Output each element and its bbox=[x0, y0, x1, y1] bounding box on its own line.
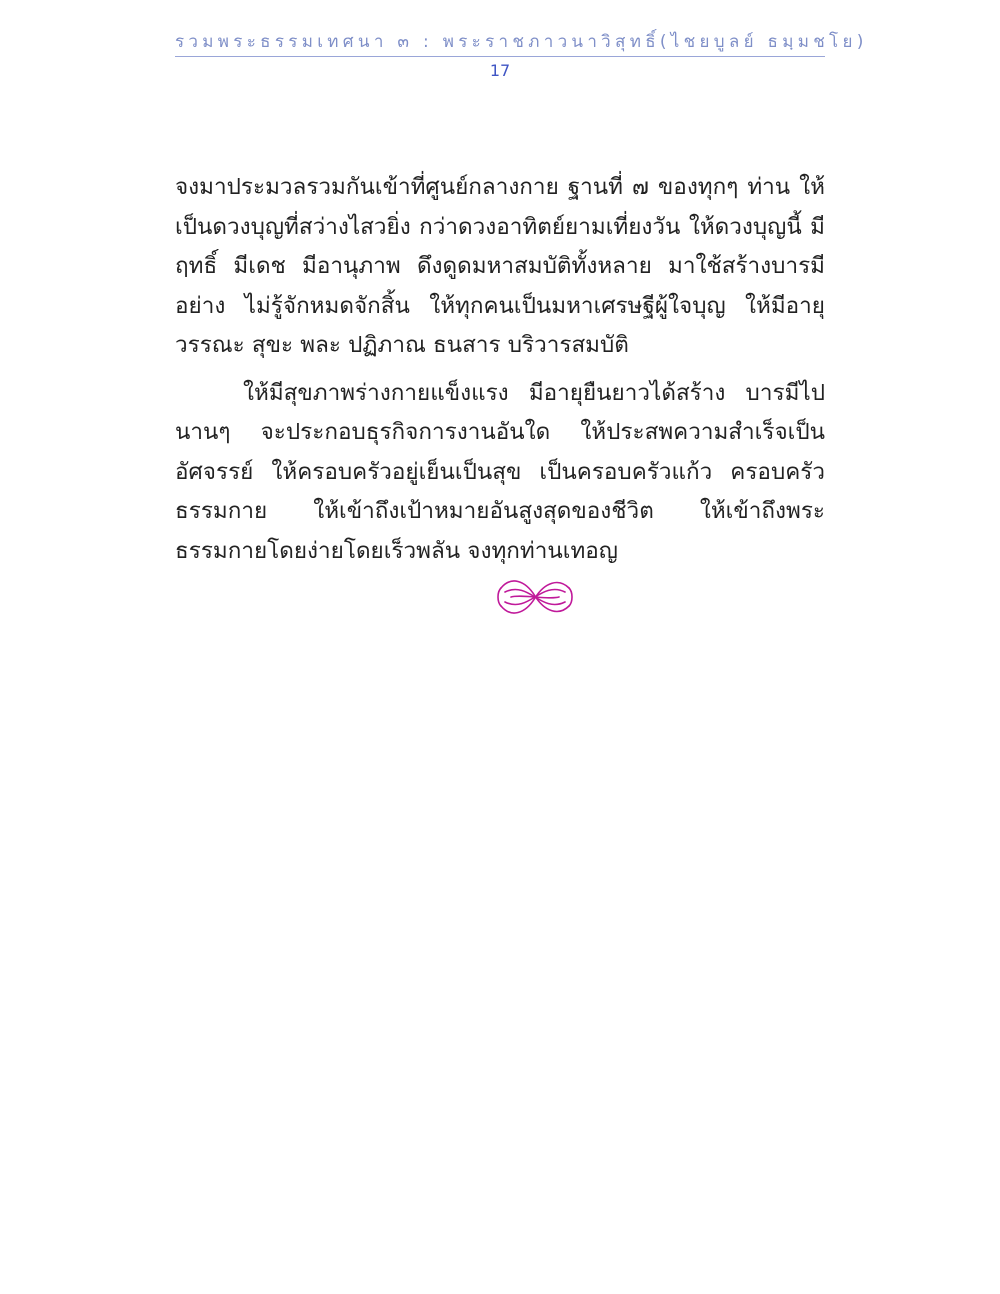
body-text bbox=[175, 168, 825, 571]
flourish-icon bbox=[495, 572, 575, 622]
running-header: รวมพระธรรมเทศนา ๓ : พระราชภาวนาวิสุทธิ์(ไชยบูลย์ ธมฺมชโย) bbox=[175, 32, 868, 52]
page-number: 17 bbox=[489, 61, 511, 80]
header-divider bbox=[175, 56, 825, 57]
paragraph-1: จงมาประมวลรวมกันเข้าที่ศูนย์กลางกาย ฐานที่ ๗ ของทุกๆ ท่าน ให้เป็นดวงบุญที่สว่างไสวยิ่ง กว่าดวงอาทิตย์ยามเที่ยงวัน ให้ดวงบุญนี้ มีฤทธิ์ มีเดช มีอานุภาพ ดึงดูดมหาสมบัติทั้งหลาย มาใช้สร้างบารมีอย่าง ไม่รู้จักหมดจักสิ้น ให้ทุกคนเป็นมหาเศรษฐีผู้ใจบุญ ให้มีอายุ วรรณะ สุขะ พละ ปฏิภาณ ธนสาร บริวารสมบัติ bbox=[175, 174, 825, 358]
paragraph-2: ให้มีสุขภาพร่างกายแข็งแรง มีอายุยืนยาวได้สร้าง บารมีไปนานๆ จะประกอบธุรกิจการงานอันใด ให้ประสพความสำเร็จเป็นอัศจรรย์ ให้ครอบครัวอยู่เย็นเป็นสุข เป็นครอบครัวแก้ว ครอบครัวธรรมกาย ให้เข้าถึงเป้าหมายอันสูงสุดของชีวิต ให้เข้าถึงพระธรรมกายโดยง่ายโดยเร็วพลัน จงทุกท่านเทอญ bbox=[175, 379, 825, 564]
